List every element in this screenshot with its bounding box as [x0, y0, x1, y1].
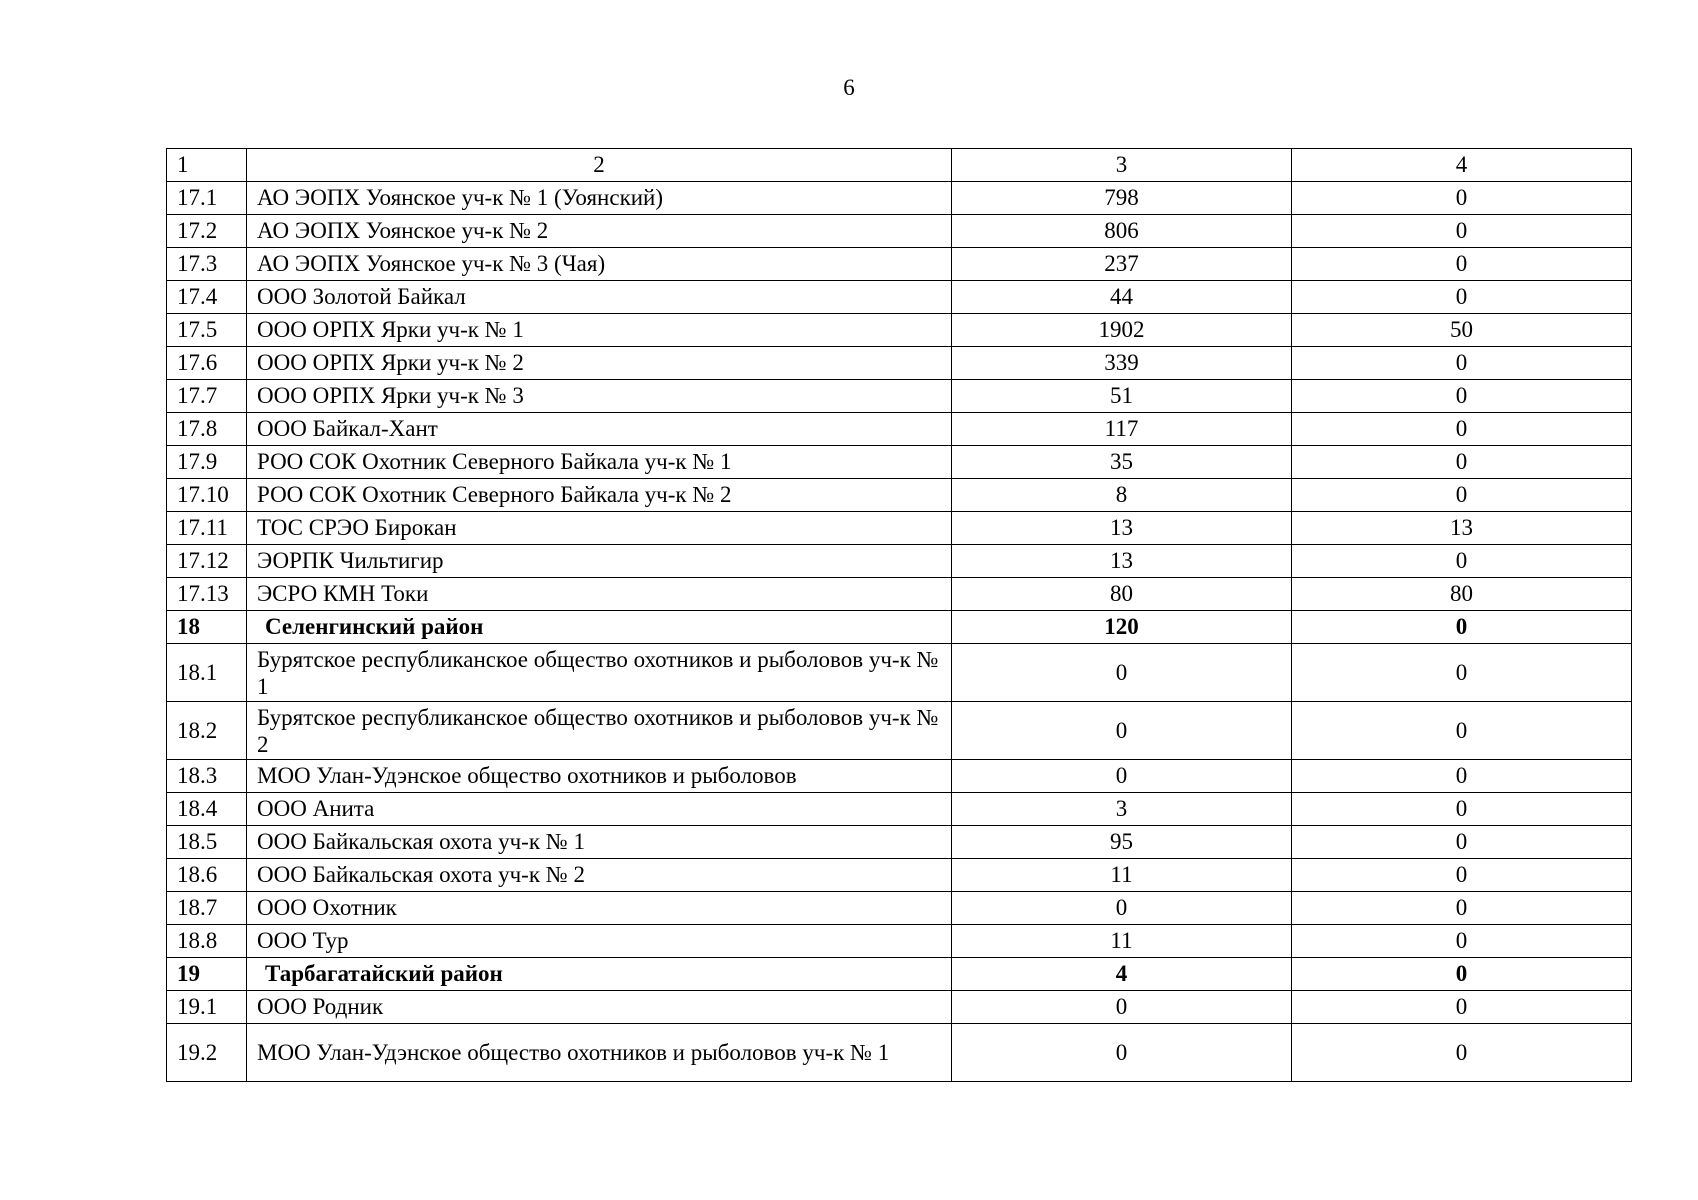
row-number-cell: 18.5: [167, 826, 247, 859]
row-number-cell: 17.6: [167, 347, 247, 380]
table-row: [167, 702, 1632, 760]
row-number-cell: 18: [167, 611, 247, 644]
row-name-cell: АО ЭОПХ Уоянское уч-к № 3 (Чая): [247, 248, 952, 281]
row-number-cell: 18.6: [167, 859, 247, 892]
row-value-col3-cell: 339: [952, 347, 1292, 380]
row-number-cell: 19.2: [167, 1024, 247, 1082]
row-value-col3-cell: 44: [952, 281, 1292, 314]
row-name-cell: РОО СОК Охотник Северного Байкала уч-к № 2: [247, 479, 952, 512]
table-row: [167, 479, 1632, 512]
row-name-cell: ЭОРПК Чильтигир: [247, 545, 952, 578]
row-number-cell: 17.12: [167, 545, 247, 578]
row-value-col4-cell: 0: [1292, 826, 1632, 859]
row-name-cell: МОО Улан-Удэнское общество охотников и рыболовов уч-к № 1: [247, 1024, 952, 1082]
table-row: [167, 826, 1632, 859]
row-number-cell: 17.9: [167, 446, 247, 479]
row-value-col4-cell: 13: [1292, 512, 1632, 545]
row-value-col3-cell: 51: [952, 380, 1292, 413]
row-name-cell: ООО Тур: [247, 925, 952, 958]
row-number-cell: 17.3: [167, 248, 247, 281]
row-name-cell: Селенгинский район: [247, 611, 952, 644]
row-value-col4-cell: 0: [1292, 215, 1632, 248]
row-number-cell: 18.3: [167, 760, 247, 793]
row-value-col4-cell: 0: [1292, 793, 1632, 826]
row-value-col4-cell: 50: [1292, 314, 1632, 347]
table-row: [167, 446, 1632, 479]
page-number: 6: [843, 75, 855, 100]
row-value-col4-cell: 0: [1292, 760, 1632, 793]
row-value-col4-cell: 0: [1292, 248, 1632, 281]
row-value-col3-cell: 0: [952, 644, 1292, 702]
row-value-col3-cell: 0: [952, 1024, 1292, 1082]
row-number-cell: 19: [167, 958, 247, 991]
row-name-cell: ООО Байкальская охота уч-к № 2: [247, 859, 952, 892]
row-number-cell: 18.7: [167, 892, 247, 925]
row-number-cell: 17.2: [167, 215, 247, 248]
row-number-cell: 17.10: [167, 479, 247, 512]
header-col-2: 2: [247, 149, 952, 182]
row-value-col3-cell: 0: [952, 760, 1292, 793]
row-value-col3-cell: 120: [952, 611, 1292, 644]
row-value-col4-cell: 0: [1292, 446, 1632, 479]
row-number-cell: 17.8: [167, 413, 247, 446]
table-row: [167, 215, 1632, 248]
row-value-col4-cell: 0: [1292, 413, 1632, 446]
row-value-col4-cell: 0: [1292, 611, 1632, 644]
row-number-cell: 17.7: [167, 380, 247, 413]
table-row: [167, 182, 1632, 215]
row-value-col4-cell: 0: [1292, 1024, 1632, 1082]
row-number-cell: 17.13: [167, 578, 247, 611]
row-value-col3-cell: 35: [952, 446, 1292, 479]
table-row: [167, 314, 1632, 347]
table-row: [167, 545, 1632, 578]
row-name-cell: ЭСРО КМН Токи: [247, 578, 952, 611]
table-body: [167, 149, 1632, 1082]
row-value-col3-cell: 11: [952, 925, 1292, 958]
row-value-col3-cell: 237: [952, 248, 1292, 281]
row-name-cell: ООО Байкальская охота уч-к № 1: [247, 826, 952, 859]
row-name-cell: ООО ОРПХ Ярки уч-к № 2: [247, 347, 952, 380]
row-name-cell: ООО Анита: [247, 793, 952, 826]
table-row: [167, 578, 1632, 611]
row-value-col4-cell: 0: [1292, 347, 1632, 380]
row-name-cell: Тарбагатайский район: [247, 958, 952, 991]
table-section-row: [167, 611, 1632, 644]
row-value-col4-cell: 0: [1292, 991, 1632, 1024]
table-row: [167, 760, 1632, 793]
row-value-col3-cell: 0: [952, 892, 1292, 925]
data-table: [166, 148, 1632, 1082]
table-row: [167, 925, 1632, 958]
row-value-col4-cell: 0: [1292, 644, 1632, 702]
row-value-col4-cell: 0: [1292, 479, 1632, 512]
row-name-cell: ООО Байкал-Хант: [247, 413, 952, 446]
row-value-col4-cell: 80: [1292, 578, 1632, 611]
row-value-col4-cell: 0: [1292, 182, 1632, 215]
row-number-cell: 18.8: [167, 925, 247, 958]
row-value-col3-cell: 13: [952, 545, 1292, 578]
row-number-cell: 17.1: [167, 182, 247, 215]
row-number-cell: 18.4: [167, 793, 247, 826]
table-row: [167, 991, 1632, 1024]
table-row: [167, 512, 1632, 545]
row-value-col3-cell: 3: [952, 793, 1292, 826]
header-col-4: 4: [1292, 149, 1632, 182]
row-number-cell: 18.2: [167, 702, 247, 760]
row-name-cell: Бурятское республиканское общество охотников и рыболовов уч-к № 1: [247, 644, 952, 702]
row-value-col4-cell: 0: [1292, 892, 1632, 925]
table-row: [167, 892, 1632, 925]
table-header-row: [167, 149, 1632, 182]
table-row: [167, 793, 1632, 826]
row-value-col3-cell: 80: [952, 578, 1292, 611]
row-name-cell: РОО СОК Охотник Северного Байкала уч-к № 1: [247, 446, 952, 479]
row-name-cell: ТОС СРЭО Бирокан: [247, 512, 952, 545]
table-row: [167, 347, 1632, 380]
row-value-col3-cell: 13: [952, 512, 1292, 545]
table-row: [167, 1024, 1632, 1082]
row-value-col3-cell: 0: [952, 702, 1292, 760]
row-name-cell: ООО Золотой Байкал: [247, 281, 952, 314]
row-name-cell: ООО Родник: [247, 991, 952, 1024]
row-value-col3-cell: 11: [952, 859, 1292, 892]
row-value-col3-cell: 806: [952, 215, 1292, 248]
row-number-cell: 17.5: [167, 314, 247, 347]
table-row: [167, 859, 1632, 892]
row-value-col3-cell: 8: [952, 479, 1292, 512]
row-name-cell: ООО Охотник: [247, 892, 952, 925]
row-value-col4-cell: 0: [1292, 545, 1632, 578]
header-col-3: 3: [952, 149, 1292, 182]
row-name-cell: ООО ОРПХ Ярки уч-к № 3: [247, 380, 952, 413]
table-row: [167, 248, 1632, 281]
row-value-col3-cell: 1902: [952, 314, 1292, 347]
row-number-cell: 19.1: [167, 991, 247, 1024]
row-value-col4-cell: 0: [1292, 702, 1632, 760]
table-row: [167, 281, 1632, 314]
row-value-col3-cell: 0: [952, 991, 1292, 1024]
row-number-cell: 18.1: [167, 644, 247, 702]
row-number-cell: 17.11: [167, 512, 247, 545]
row-value-col4-cell: 0: [1292, 281, 1632, 314]
table-row: [167, 413, 1632, 446]
row-name-cell: Бурятское республиканское общество охотников и рыболовов уч-к № 2: [247, 702, 952, 760]
row-value-col4-cell: 0: [1292, 958, 1632, 991]
row-value-col3-cell: 4: [952, 958, 1292, 991]
row-value-col3-cell: 117: [952, 413, 1292, 446]
header-col-1: 1: [167, 149, 247, 182]
row-name-cell: АО ЭОПХ Уоянское уч-к № 2: [247, 215, 952, 248]
row-value-col4-cell: 0: [1292, 380, 1632, 413]
table-row: [167, 644, 1632, 702]
table-row: [167, 380, 1632, 413]
row-name-cell: МОО Улан-Удэнское общество охотников и рыболовов: [247, 760, 952, 793]
row-number-cell: 17.4: [167, 281, 247, 314]
row-value-col4-cell: 0: [1292, 925, 1632, 958]
row-value-col3-cell: 95: [952, 826, 1292, 859]
row-name-cell: АО ЭОПХ Уоянское уч-к № 1 (Уоянский): [247, 182, 952, 215]
row-name-cell: ООО ОРПХ Ярки уч-к № 1: [247, 314, 952, 347]
row-value-col3-cell: 798: [952, 182, 1292, 215]
table-section-row: [167, 958, 1632, 991]
row-value-col4-cell: 0: [1292, 859, 1632, 892]
